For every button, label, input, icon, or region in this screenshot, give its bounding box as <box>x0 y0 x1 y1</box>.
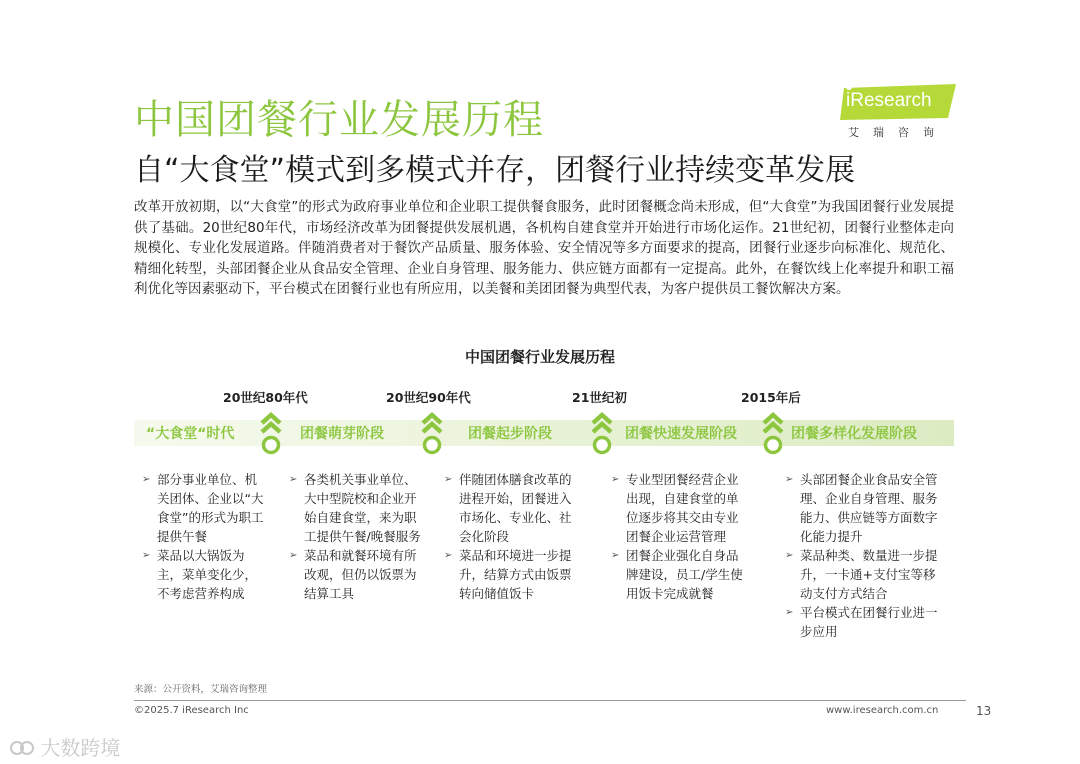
list-item <box>289 546 424 603</box>
right-arrow-icon: ➢ <box>289 550 298 561</box>
list-item <box>785 603 943 641</box>
detail-text: 各类机关事业单位、大中型院校和企业开始自建食堂，来为职工提供午餐/晚餐服务 <box>304 472 421 544</box>
right-arrow-icon: ➢ <box>444 474 453 485</box>
page-number: 13 <box>976 704 992 718</box>
intro-paragraph: 改革开放初期，以“大食堂”的形式为政府事业单位和企业职工提供餐食服务，此时团餐概念尚未形成，但“大食堂”为我国团餐行业发展提供了基础。20世纪80年代，市场经济改革为团餐提供发展机遇，各机构自建食堂并开始进行市场化运作。21世纪初，团餐行业整体走向规模化、专业化发展道路。伴随消费者对于餐饮产品质量、服务体验、安全情况等多方面要求的提高，团餐行业逐步向标准化、规范化、精细化转型，头部团餐企业从食品安全管理、企业自身管理、服务能力、供应链方面都有一定提高。此外，在餐饮线上化率提升和职工福利优化等因素驱动下，平台模式在团餐行业也有所应用，以美餐和美团团餐为典型代表，为客户提供员工餐饮解决方案。 <box>134 199 954 297</box>
stage-label-budding: 团餐萌芽阶段 <box>300 426 384 442</box>
double-chevron-up-icon <box>259 412 283 456</box>
double-chevron-up-icon <box>761 412 785 456</box>
logo-subtitle: 艾瑞咨询 <box>848 126 948 139</box>
detail-text: 专业型团餐经营企业出现，自建食堂的单位逐步将其交由专业团餐企业运营管理 <box>626 472 739 544</box>
detail-text: 头部团餐企业食品安全管理、企业自身管理、服务能力、供应链等方面数字化能力提升 <box>800 472 938 544</box>
page-subtitle: 自“大食堂”模式到多模式并存，团餐行业持续变革发展 <box>134 153 856 188</box>
stage-label-starting: 团餐起步阶段 <box>468 426 552 442</box>
list-item <box>611 470 744 546</box>
era-label-1980s: 20世纪80年代 <box>223 390 308 405</box>
iresearch-logo <box>840 82 958 140</box>
timeline-title: 中国团餐行业发展历程 <box>464 348 615 366</box>
footer-website[interactable]: www.iresearch.com.cn <box>826 705 939 716</box>
footer-divider <box>134 700 966 701</box>
list-item <box>444 470 578 546</box>
stage-label-rapid: 团餐快速发展阶段 <box>625 426 737 442</box>
detail-text: 平台模式在团餐行业进一步应用 <box>800 605 938 639</box>
list-item <box>142 546 264 603</box>
stage-details-big-canteen <box>142 470 264 603</box>
list-item <box>289 470 424 546</box>
era-label-1990s: 20世纪90年代 <box>386 390 471 405</box>
right-arrow-icon: ➢ <box>611 550 620 561</box>
right-arrow-icon: ➢ <box>785 474 794 485</box>
footer-copyright: ©2025.7 iResearch Inc <box>134 705 249 716</box>
list-item <box>785 470 943 546</box>
list-item <box>444 546 578 603</box>
stage-label-big-canteen: “大食堂“时代 <box>146 426 235 442</box>
watermark-logo-icon <box>10 738 34 758</box>
watermark-text: 大数跨境 <box>40 736 121 760</box>
watermark <box>10 732 120 761</box>
stage-label-diversified: 团餐多样化发展阶段 <box>791 426 917 442</box>
logo-wordmark: iResearch <box>846 90 932 111</box>
detail-text: 部分事业单位、机关团体、企业以“大食堂”的形式为职工提供午餐 <box>157 472 264 544</box>
list-item <box>785 546 943 603</box>
detail-text: 菜品和就餐环境有所改观，但仍以饭票为结算工具 <box>304 548 417 601</box>
list-item <box>142 470 264 546</box>
source-note: 来源：公开资料，艾瑞咨询整理 <box>134 684 268 695</box>
stage-details-starting <box>444 470 578 603</box>
list-item <box>611 546 744 603</box>
stage-details-diversified <box>785 470 943 641</box>
right-arrow-icon: ➢ <box>142 550 151 561</box>
right-arrow-icon: ➢ <box>289 474 298 485</box>
detail-text: 菜品以大锅饭为主，菜单变化少，不考虑营养构成 <box>157 548 258 601</box>
double-chevron-up-icon <box>420 412 444 456</box>
detail-text: 团餐企业强化自身品牌建设，员工/学生使用饭卡完成就餐 <box>626 548 743 601</box>
page-title: 中国团餐行业发展历程 <box>134 97 544 143</box>
double-chevron-up-icon <box>590 412 614 456</box>
era-label-2015: 2015年后 <box>741 390 801 405</box>
right-arrow-icon: ➢ <box>444 550 453 561</box>
detail-text: 伴随团体膳食改革的进程开始，团餐进入市场化、专业化、社会化阶段 <box>459 472 572 544</box>
stage-details-budding <box>289 470 424 603</box>
right-arrow-icon: ➢ <box>785 550 794 561</box>
right-arrow-icon: ➢ <box>785 607 794 618</box>
right-arrow-icon: ➢ <box>611 474 620 485</box>
right-arrow-icon: ➢ <box>142 474 151 485</box>
detail-text: 菜品和环境进一步提升，结算方式由饭票转向储值饭卡 <box>459 548 572 601</box>
era-label-2000s: 21世纪初 <box>572 390 627 405</box>
stage-details-rapid <box>611 470 744 603</box>
detail-text: 菜品种类、数量进一步提升，一卡通+支付宝等移动支付方式结合 <box>800 548 938 601</box>
